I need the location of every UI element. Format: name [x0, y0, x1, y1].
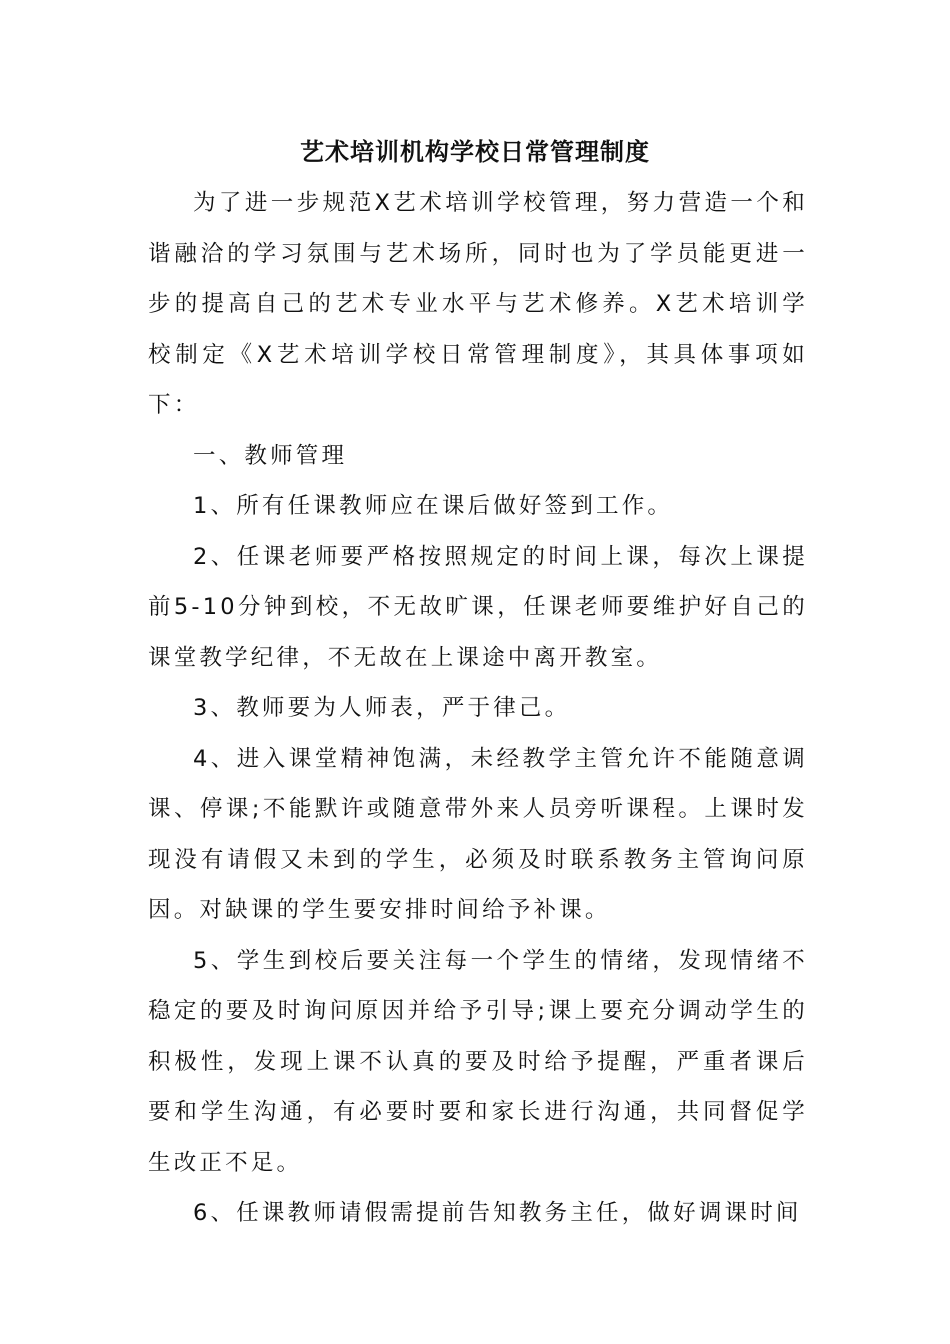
rule-item-1: 1、所有任课教师应在课后做好签到工作。 — [193, 493, 674, 519]
section-heading-teacher-management: 一、教师管理 — [193, 442, 348, 469]
intro-paragraph: 为了进一步规范X艺术培训学校管理，努力营造一个和谐融洽的学习氛围与艺术场所，同时也为了学员能更进一步的提高自己的艺术专业水平与艺术修养。X艺术培训学校制定《X艺术培训学校日常管理制度》，其具体事项如下： — [148, 190, 808, 418]
rule-item-4: 4、进入课堂精神饱满，未经教学主管允许不能随意调课、停课;不能默许或随意带外来人员旁听课程。上课时发现没有请假又未到的学生，必须及时联系教务主管询问原因。对缺课的学生要安排时间给予补课。 — [148, 745, 808, 923]
rule-item-6: 6、任课教师请假需提前告知教务主任，做好调课时间 — [193, 1200, 802, 1226]
rule-item-2: 2、任课老师要严格按照规定的时间上课，每次上课提前5-10分钟到校，不无故旷课，任课老师要维护好自己的课堂教学纪律，不无故在上课途中离开教室。 — [148, 543, 808, 671]
rule-item-5: 5、学生到校后要关注每一个学生的情绪，发现情绪不稳定的要及时询问原因并给予引导;课上要充分调动学生的积极性，发现上课不认真的要及时给予提醒，严重者课后要和学生沟通，有必要时要和家长进行沟通，共同督促学生改正不足。 — [148, 947, 808, 1176]
document-body — [148, 178, 808, 1239]
document-title: 艺术培训机构学校日常管理制度 — [300, 138, 650, 166]
rule-item-3: 3、教师要为人师表，严于律己。 — [193, 695, 571, 721]
